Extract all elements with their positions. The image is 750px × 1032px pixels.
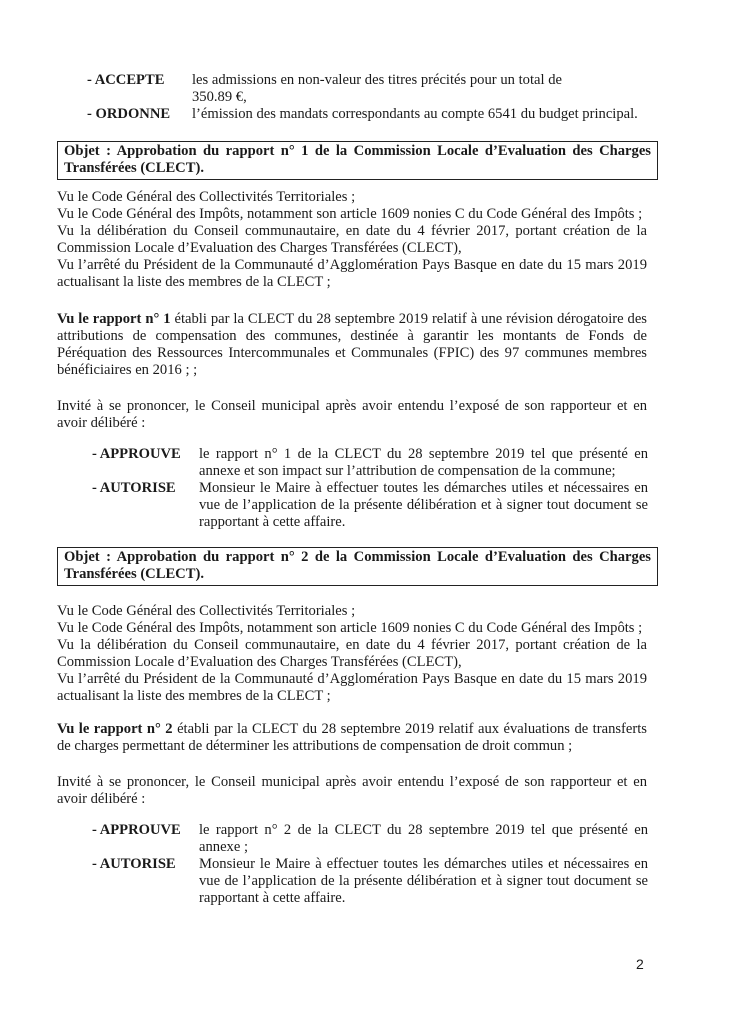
page-number: 2	[636, 956, 644, 972]
decision-text: Monsieur le Maire à effectuer toutes les démarches utiles et nécessaires en vue de l’application de la présente délibération et à signer tout document se rapportant à cette affaire.	[199, 856, 648, 906]
decision-keyword: - APPROUVE	[92, 446, 181, 462]
decision-list-2	[92, 822, 648, 907]
visa-line: Vu l’arrêté du Président de la Communauté d’Agglomération Pays Basque en date du 15 mars 2019 actualisant la liste des membres de la CLECT ;	[57, 257, 647, 290]
visa-line: Vu le Code Général des Collectivités Territoriales ;	[57, 189, 356, 205]
objet-heading-1: Objet : Approbation du rapport n° 1 de la Commission Locale d’Evaluation des Charges Transférées (CLECT).	[57, 141, 658, 180]
visa-line: Vu le Code Général des Impôts, notamment son article 1609 nonies C du Code Général des Impôts ;	[57, 620, 643, 636]
decision-list-1	[92, 446, 648, 531]
visa-line: Vu la délibération du Conseil communautaire, en date du 4 février 2017, portant création de la Commission Locale d’Evaluation des Charges Transférées (CLECT),	[57, 637, 647, 670]
decision-keyword: - AUTORISE	[92, 856, 176, 872]
decision-keyword: - APPROUVE	[92, 822, 181, 838]
decision-autorise	[92, 856, 648, 907]
decision-autorise	[92, 480, 648, 531]
decision-ordonne	[87, 106, 652, 123]
decision-text: le rapport n° 2 de la CLECT du 28 septembre 2019 tel que présenté en annexe ;	[199, 822, 648, 855]
rapport-paragraph-1	[57, 311, 647, 379]
decision-approuve	[92, 822, 648, 856]
invite-paragraph-1: Invité à se prononcer, le Conseil municipal après avoir entendu l’exposé de son rapporteur et en avoir délibéré :	[57, 398, 647, 431]
rapport-text: établi par la CLECT du 28 septembre 2019 relatif à une révision dérogatoire des attributions de compensation des communes, destinée à garantir les montants de Fonds de Péréquation des Ressources Intercommunales et Communales (FPIC) des 97 communes membres bénéficiaires en 2016 ; ;	[57, 311, 647, 378]
decision-text: l’émission des mandats correspondants au compte 6541 du budget principal.	[192, 106, 638, 122]
rapport-label: Vu le rapport n° 1	[57, 311, 171, 327]
visa-line: Vu l’arrêté du Président de la Communauté d’Agglomération Pays Basque en date du 15 mars 2019 actualisant la liste des membres de la CLECT ;	[57, 671, 647, 704]
visa-line: Vu la délibération du Conseil communautaire, en date du 4 février 2017, portant création de la Commission Locale d’Evaluation des Charges Transférées (CLECT),	[57, 223, 647, 256]
decision-accepte	[87, 72, 652, 106]
rapport-text: établi par la CLECT du 28 septembre 2019 relatif aux évaluations de transferts de charges permettant de déterminer les attributions de compensation de droit commun ;	[57, 721, 647, 754]
decision-text: Monsieur le Maire à effectuer toutes les démarches utiles et nécessaires en vue de l’application de la présente délibération et à signer tout document se rapportant à cette affaire.	[199, 480, 648, 530]
visa-line: Vu le Code Général des Impôts, notamment son article 1609 nonies C du Code Général des Impôts ;	[57, 206, 643, 222]
decision-approuve	[92, 446, 648, 480]
visas-block-2	[57, 603, 647, 705]
decision-keyword: - ACCEPTE	[87, 72, 165, 88]
rapport-paragraph-2	[57, 721, 647, 755]
decision-text: les admissions en non-valeur des titres précités pour un total de 350.89 €,	[192, 72, 562, 105]
decision-keyword: - AUTORISE	[92, 480, 176, 496]
rapport-label: Vu le rapport n° 2	[57, 721, 173, 737]
visa-line: Vu le Code Général des Collectivités Territoriales ;	[57, 603, 356, 619]
decision-text: le rapport n° 1 de la CLECT du 28 septembre 2019 tel que présenté en annexe et son impact sur l’attribution de compensation de la commune;	[199, 446, 648, 479]
objet-heading-2: Objet : Approbation du rapport n° 2 de la Commission Locale d’Evaluation des Charges Transférées (CLECT).	[57, 547, 658, 586]
invite-paragraph-2: Invité à se prononcer, le Conseil municipal après avoir entendu l’exposé de son rapporteur et en avoir délibéré :	[57, 774, 647, 807]
decision-keyword: - ORDONNE	[87, 106, 171, 122]
visas-block-1	[57, 189, 647, 291]
